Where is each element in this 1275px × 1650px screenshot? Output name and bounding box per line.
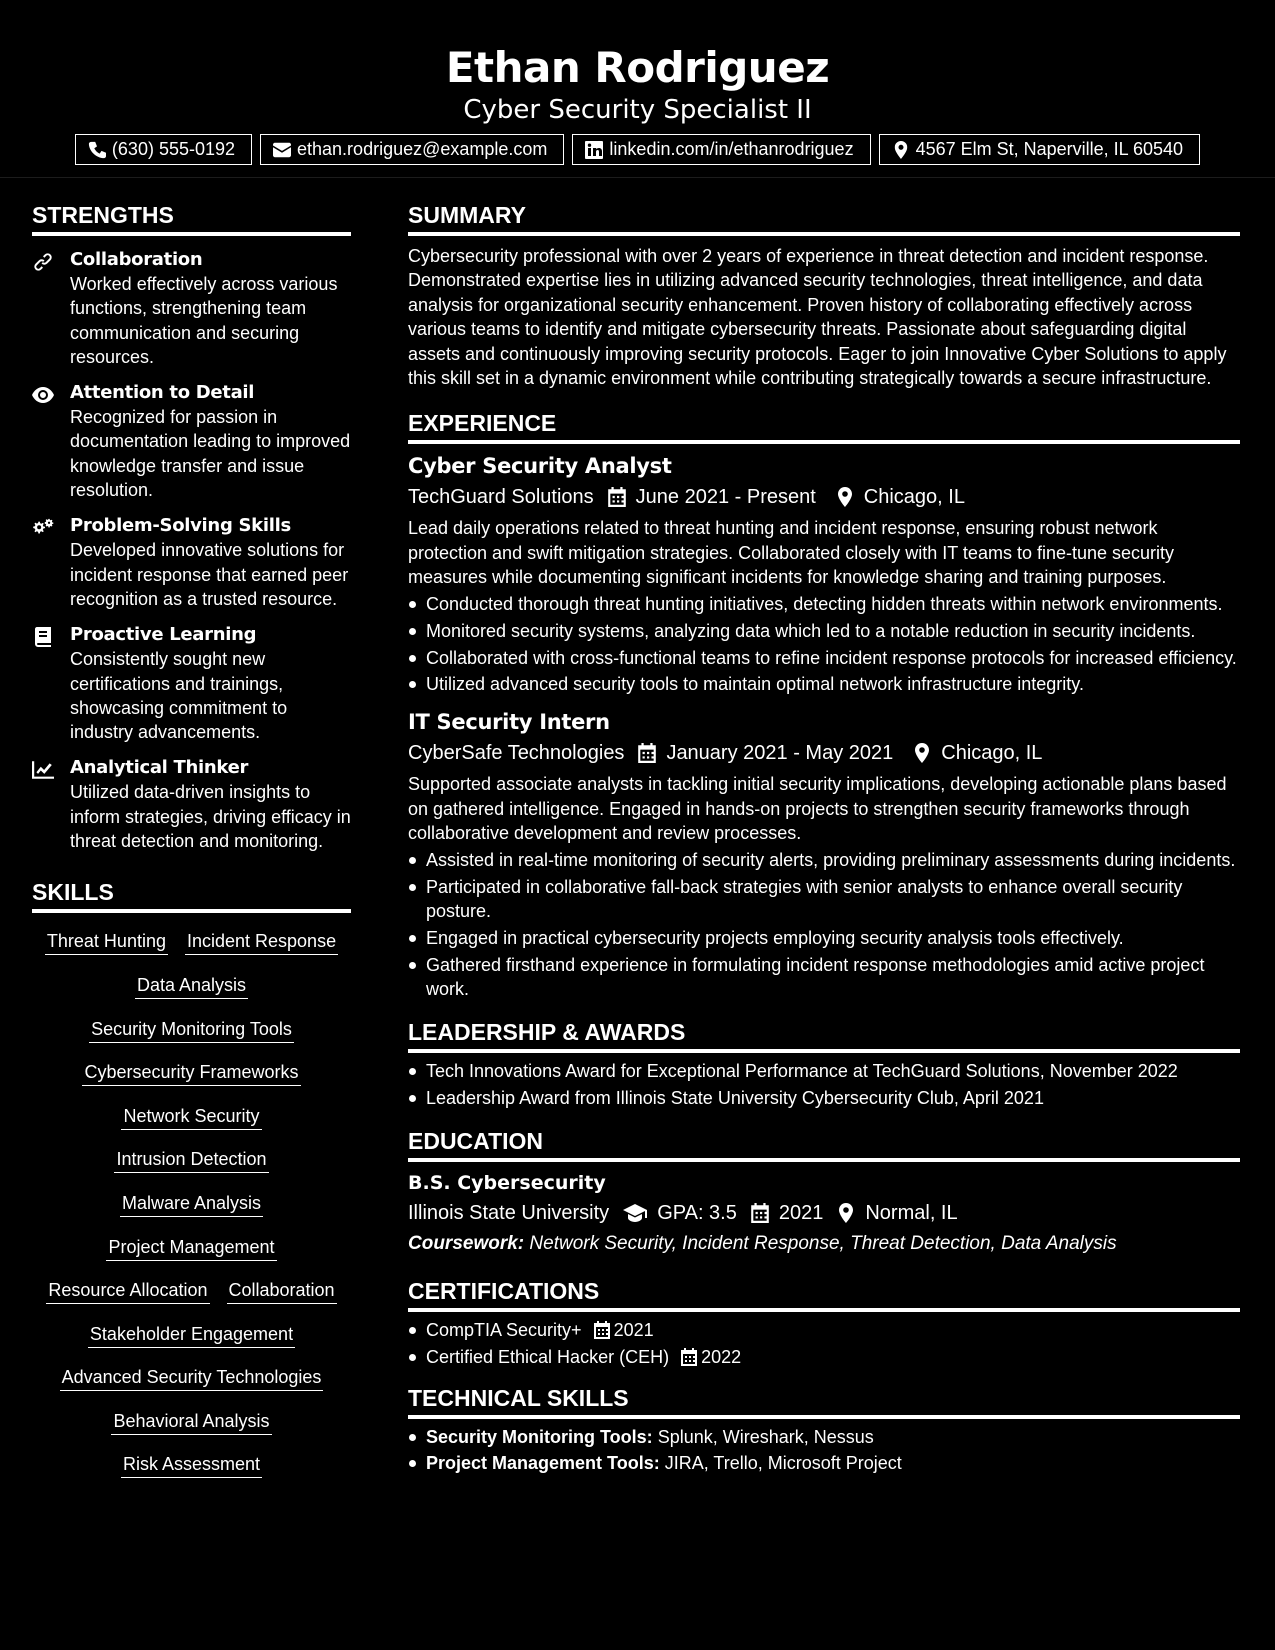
tech-skill-label: Security Monitoring Tools: [426,1426,653,1447]
email-contact[interactable] [260,134,564,165]
skills-list [32,921,351,1488]
left-column [32,178,351,1488]
coursework-text: Network Security, Incident Response, Threat Detection, Data Analysis [529,1232,1117,1254]
tech-skill-value: JIRA, Trello, Microsoft Project [664,1453,902,1474]
skill-tag: Incident Response [185,929,338,955]
calendar-icon [608,487,626,507]
strength-item [32,756,351,853]
job-location: Chicago, IL [863,486,965,509]
summary-section [408,200,1240,390]
bullet-item: Engaged in practical cybersecurity projects employing security analysis tools effectively. [408,926,1240,950]
job-title: IT Security Intern [408,710,610,735]
cert-name: Certified Ethical Hacker (CEH) [426,1346,670,1367]
company-name: TechGuard Solutions [408,486,594,509]
strength-title: Attention to Detail [70,382,255,404]
phone-contact[interactable] [75,134,252,165]
education-section [408,1126,1240,1258]
phone-text: (630) 555-0192 [111,139,236,159]
company-name: CyberSafe Technologies [408,742,625,765]
skill-tag: Cybersecurity Frameworks [82,1060,300,1086]
skill-tag: Advanced Security Technologies [60,1365,324,1391]
technical-skills-heading: TECHNICAL SKILLS [408,1383,1240,1419]
address-text: 4567 Elm St, Naperville, IL 60540 [915,139,1184,159]
address-contact [879,134,1201,165]
right-column [408,178,1240,1476]
skills-heading: SKILLS [32,877,351,913]
book-icon [32,627,54,647]
map-pin-icon [913,743,931,763]
strength-title: Problem-Solving Skills [70,515,291,537]
strength-item [32,623,351,744]
graduation-cap-icon [623,1203,647,1223]
strength-title: Collaboration [70,249,203,270]
certifications-section [408,1276,1240,1369]
job-location: Chicago, IL [941,742,1043,765]
strength-desc: Utilized data-driven insights to inform strategies, driving efficacy in threat detection and monitoring. [70,782,351,852]
degree-title: B.S. Cybersecurity [408,1171,606,1194]
leadership-list [408,1059,1240,1110]
job-bullets [408,848,1240,1001]
candidate-name: Ethan Rodriguez [445,43,830,92]
skill-tag: Data Analysis [135,973,248,999]
bullet-item: Assisted in real-time monitoring of security alerts, providing preliminary assessments during incidents. [408,848,1240,872]
strength-desc: Developed innovative solutions for incident response that earned peer recognition as a trusted resource. [70,540,349,609]
job-entry [408,452,1240,696]
strength-title: Analytical Thinker [70,757,249,779]
skill-tag: Malware Analysis [120,1191,263,1217]
cert-year: 2022 [701,1346,742,1367]
skill-tag: Intrusion Detection [114,1147,268,1173]
gpa-text: GPA: 3.5 [657,1201,737,1224]
job-description: Supported associate analysts in tackling initial security implications, developing actionable plans based on gathered intelligence. Engaged in hands-on projects to strengthen security frameworks through collaborative development and review processes. [408,774,1227,844]
skill-tag: Stakeholder Engagement [88,1322,295,1348]
contact-bar [0,134,1275,165]
strength-item [32,248,351,369]
award-item: Leadership Award from Illinois State University Cybersecurity Club, April 2021 [408,1086,1240,1110]
phone-icon [88,141,106,159]
skill-tag: Collaboration [227,1278,337,1304]
cert-item [408,1345,1240,1369]
cert-name: CompTIA Security+ [426,1319,582,1340]
candidate-title: Cyber Security Specialist II [463,95,812,125]
calendar-icon [751,1203,769,1223]
strength-desc: Recognized for passion in documentation leading to improved knowledge transfer and issue resolution. [70,407,351,501]
certifications-heading: CERTIFICATIONS [408,1276,1240,1312]
bullet-item: Collaborated with cross-functional teams to refine incident response protocols for increased efficiency. [408,646,1240,670]
bullet-item: Gathered firsthand experience in formulating incident response methodologies amid active project work. [408,953,1240,1001]
summary-heading: SUMMARY [408,200,1240,236]
technical-skills-list [408,1425,1240,1476]
linkedin-text: linkedin.com/in/ethanrodriguez [609,139,854,159]
job-title: Cyber Security Analyst [408,454,672,479]
job-dates: June 2021 - Present [635,486,816,509]
email-text: ethan.rodriguez@example.com [297,139,548,159]
education-meta [408,1198,1240,1228]
skill-tag: Threat Hunting [45,929,168,955]
certifications-list [408,1318,1240,1369]
school-location: Normal, IL [865,1201,958,1224]
bullet-item: Monitored security systems, analyzing data which led to a notable reduction in security incidents. [408,619,1240,643]
gears-icon [32,518,54,538]
award-item: Tech Innovations Award for Exceptional Performance at TechGuard Solutions, November 2022 [408,1059,1240,1083]
linkedin-contact[interactable] [572,134,870,165]
job-meta [408,482,1240,512]
leadership-heading: LEADERSHIP & AWARDS [408,1017,1240,1053]
technical-skills-section [408,1383,1240,1476]
job-bullets [408,592,1240,696]
coursework [408,1230,1240,1258]
tech-skill-label: Project Management Tools: [426,1453,660,1474]
education-heading: EDUCATION [408,1126,1240,1162]
job-entry [408,708,1240,1000]
map-pin-icon [892,141,910,159]
strengths-section [32,200,351,853]
strength-desc: Consistently sought new certifications and trainings, showcasing commitment to industry advancements. [70,649,288,743]
strength-desc: Worked effectively across various functions, strengthening team communication and securing resources. [70,274,338,367]
bullet-item: Utilized advanced security tools to maintain optimal network infrastructure integrity. [408,672,1240,696]
skill-tag: Project Management [106,1235,276,1261]
eye-icon [32,385,54,405]
experience-heading: EXPERIENCE [408,408,1240,444]
calendar-icon [638,743,656,763]
strength-item [32,381,351,502]
map-pin-icon [837,1203,855,1223]
graduation-year: 2021 [778,1201,824,1224]
strengths-heading: STRENGTHS [32,200,351,236]
chart-line-icon [32,760,54,780]
coursework-label: Coursework: [408,1232,525,1254]
job-description: Lead daily operations related to threat hunting and incident response, ensuring robust network protection and swift mitigation strategies. Collaborated closely with IT teams to fine-tune security measures while documenting significant incidents for knowledge sharing and training purposes. [408,518,1175,588]
skill-tag: Behavioral Analysis [111,1409,271,1435]
calendar-icon [594,1321,610,1339]
leadership-section [408,1017,1240,1110]
calendar-icon [681,1348,697,1366]
cert-year: 2021 [613,1319,654,1340]
tech-skill-value: Splunk, Wireshark, Nessus [657,1426,874,1447]
tech-skill-item [408,1425,1240,1449]
skill-tag: Risk Assessment [121,1452,262,1478]
skill-tag: Security Monitoring Tools [89,1017,294,1043]
job-meta [408,738,1240,768]
summary-text: Cybersecurity professional with over 2 years of experience in threat detection and incident response. Demonstrated expertise lies in utilizing advanced security technologies, threat intelligence, and data analysis for organizational security enhancement. Proven history of collaborating effectively across various teams to identify and mitigate cybersecurity threats. Passionate about safeguarding digital assets and continuously improving security protocols. Eager to join Innovative Cyber Solutions to apply this skill set in a dynamic environment while contributing strategically towards a secure infrastructure. [408,246,1227,389]
strength-item [32,514,351,611]
bullet-item: Participated in collaborative fall-back strategies with senior analysts to enhance overall security posture. [408,875,1240,923]
cert-item [408,1318,1240,1342]
school-name: Illinois State University [408,1201,610,1224]
tech-skill-item [408,1451,1240,1475]
skill-tag: Network Security [121,1104,261,1130]
bullet-item: Conducted thorough threat hunting initiatives, detecting hidden threats within network environments. [408,592,1240,616]
job-dates: January 2021 - May 2021 [666,742,894,765]
map-pin-icon [836,487,854,507]
linkedin-icon [585,141,603,159]
link-icon [32,252,54,272]
envelope-icon [273,141,291,159]
strength-title: Proactive Learning [70,624,257,646]
experience-section [408,408,1240,1000]
skill-tag: Resource Allocation [46,1278,209,1304]
